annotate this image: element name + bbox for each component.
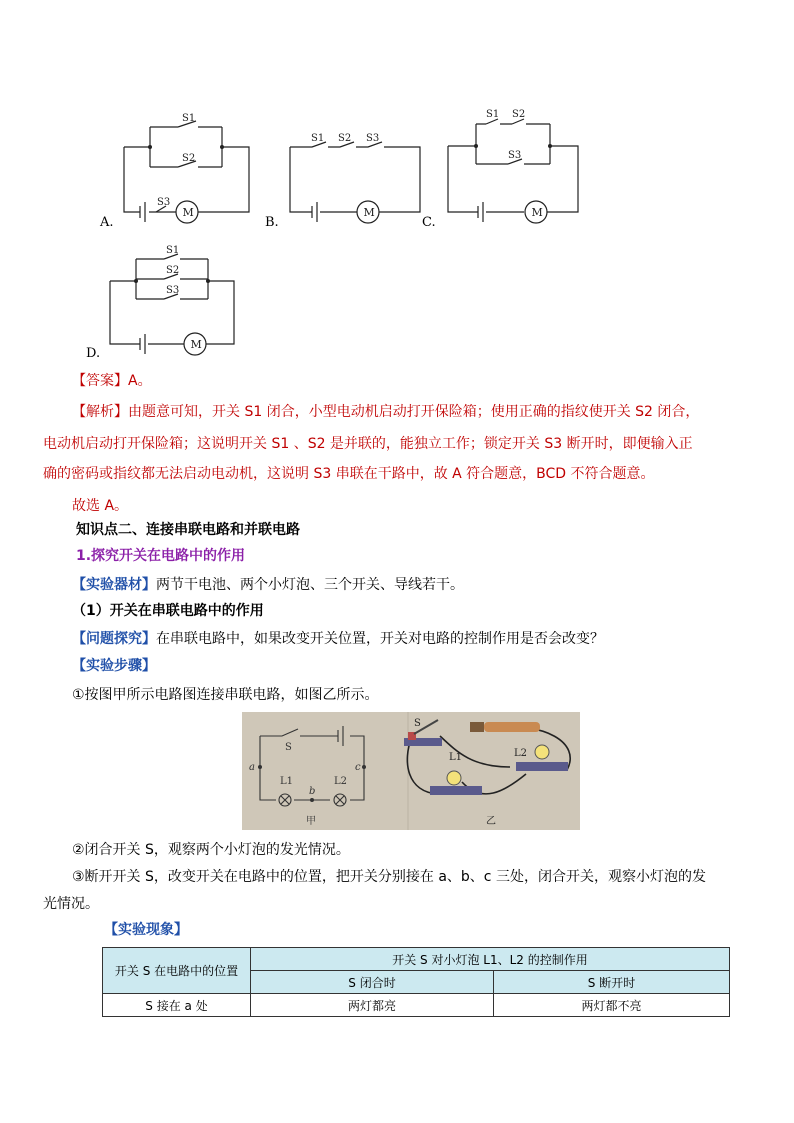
photo-label-c: c: [355, 762, 361, 773]
label-s1: S1: [182, 113, 196, 124]
photo-label-b: b: [309, 786, 316, 797]
label-s2: S2: [182, 153, 196, 164]
materials-tag: 【实验器材】: [72, 577, 156, 593]
photo-label-s: S: [285, 742, 292, 753]
question-line: [72, 629, 604, 649]
label-s2: S2: [166, 265, 180, 276]
step-3-line-2: 光情况。: [43, 896, 99, 912]
step-1: ①按图甲所示电路图连接串联电路，如图乙所示。: [72, 687, 379, 703]
analysis-conclusion: 故选 A。: [72, 498, 129, 514]
section-title: 知识点二、连接串联电路和并联电路: [76, 522, 300, 538]
option-a-label: A.: [100, 215, 114, 230]
option-b-label: B.: [265, 215, 279, 230]
photo-label-l1: L1: [449, 752, 463, 763]
observation-table: [102, 947, 730, 1017]
analysis-text-3: 确的密码或指纹都无法启动电动机，这说明 S3 串联在干路中，故 A 符合题意，BCD 不符合题意。: [43, 466, 655, 482]
answer-tag: 【答案】: [72, 373, 128, 389]
answer-line: [72, 371, 152, 391]
motor-label: M: [190, 338, 202, 351]
label-s3: S3: [366, 133, 380, 144]
analysis-tag: 【解析】: [72, 404, 128, 420]
motor-label: M: [182, 206, 194, 219]
photo-caption-right: 乙: [486, 816, 496, 827]
phenomena-tag: 【实验现象】: [104, 922, 188, 938]
photo-caption-left: 甲: [306, 816, 316, 827]
steps-tag: 【实验步骤】: [72, 658, 156, 674]
section-subtitle: 1.探究开关在电路中的作用: [76, 548, 246, 564]
photo-label-l2: L2: [514, 748, 528, 759]
table-row: [103, 994, 730, 1017]
experiment-photo: [242, 712, 580, 830]
circuit-diagrams: [0, 0, 794, 360]
label-s3: S3: [508, 150, 522, 161]
photo-label-a: a: [249, 762, 255, 773]
table-cell: S 接在 a 处: [103, 994, 251, 1017]
label-s3: S3: [157, 197, 171, 208]
photo-label-l2: L2: [334, 776, 348, 787]
motor-label: M: [363, 206, 375, 219]
table-header-closed: S 闭合时: [251, 971, 494, 994]
answer-value: A。: [128, 373, 152, 389]
table-header-open: S 断开时: [494, 971, 730, 994]
option-d-label: D.: [86, 346, 101, 361]
table-cell: 两灯都亮: [251, 994, 494, 1017]
label-s1: S1: [486, 109, 500, 120]
table-header-position: 开关 S 在电路中的位置: [103, 948, 251, 994]
analysis-line-1: [72, 402, 699, 422]
table-cell: 两灯都不亮: [494, 994, 730, 1017]
label-s2: S2: [338, 133, 352, 144]
materials-text: 两节干电池、两个小灯泡、三个开关、导线若干。: [156, 577, 464, 593]
question-text: 在串联电路中，如果改变开关位置，开关对电路的控制作用是否会改变？: [156, 631, 604, 647]
step-3-line-1: ③断开开关 S，改变开关在电路中的位置，把开关分别接在 a、b、c 三处，闭合开关，观察小灯泡的发: [72, 869, 706, 885]
photo-label-s: S: [414, 718, 421, 729]
option-c-label: C.: [422, 215, 436, 230]
label-s3: S3: [166, 285, 180, 296]
step-2: ②闭合开关 S，观察两个小灯泡的发光情况。: [72, 842, 350, 858]
part1-heading: （1）开关在串联电路中的作用: [72, 603, 264, 619]
materials-line: [72, 575, 464, 595]
analysis-text-2: 电动机启动打开保险箱；这说明开关 S1 、S2 是并联的，能独立工作；锁定开关 S3 断开时，即便输入正: [43, 436, 693, 452]
table-header-control: 开关 S 对小灯泡 L1、L2 的控制作用: [251, 948, 730, 971]
label-s2: S2: [512, 109, 526, 120]
motor-label: M: [531, 206, 543, 219]
label-s1: S1: [166, 245, 180, 256]
photo-label-l1: L1: [280, 776, 294, 787]
label-s1: S1: [311, 133, 325, 144]
question-tag: 【问题探究】: [72, 631, 156, 647]
analysis-text-1: 由题意可知，开关 S1 闭合，小型电动机启动打开保险箱；使用正确的指纹使开关 S2 闭合，: [128, 404, 700, 420]
